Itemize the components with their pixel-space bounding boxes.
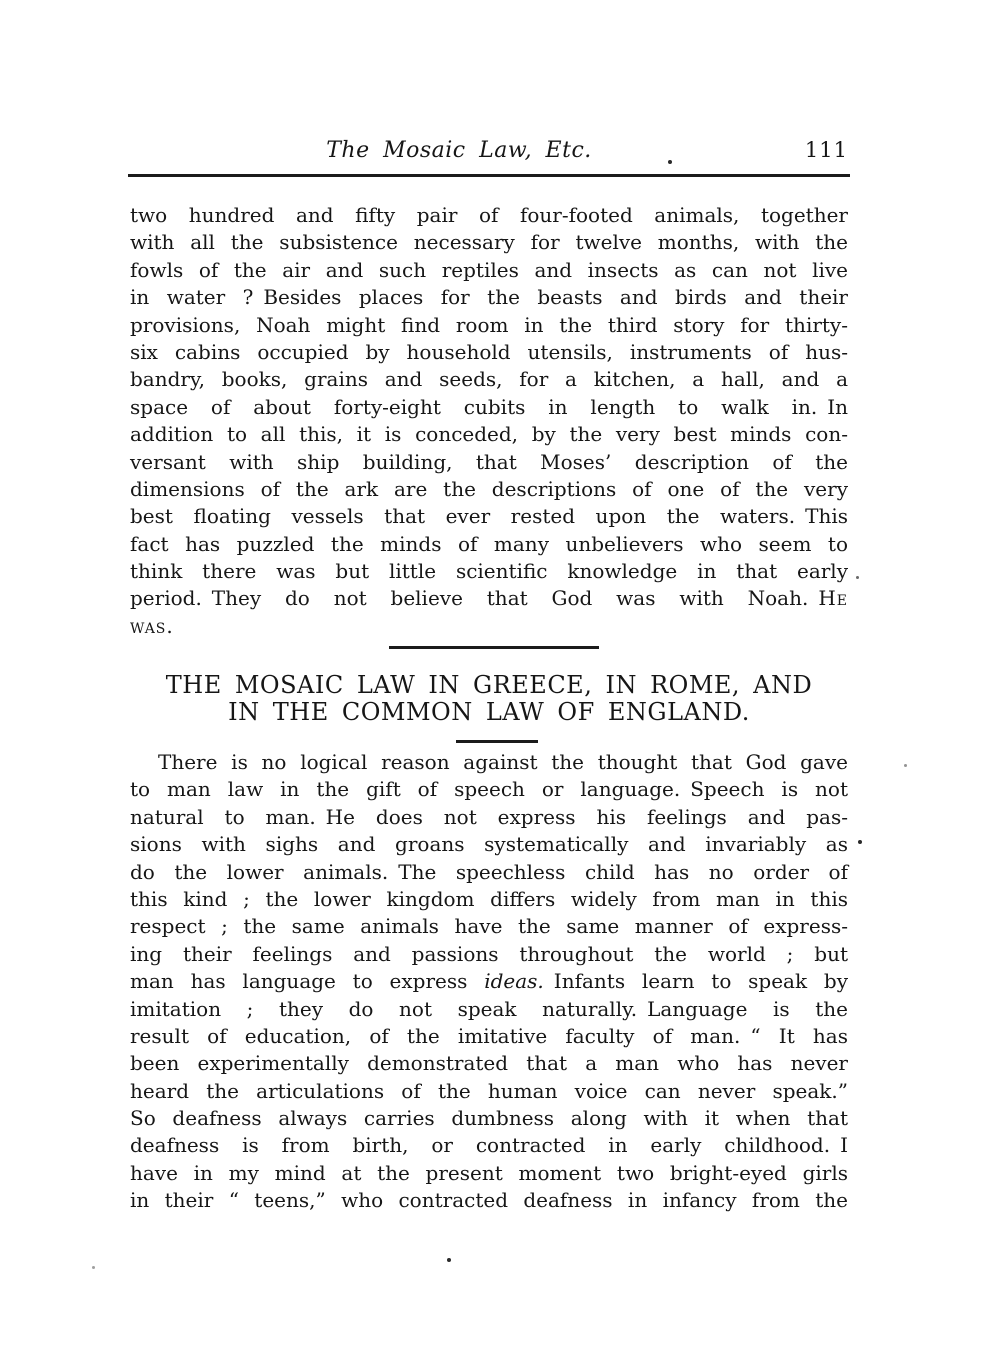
- paragraph-1: [130, 202, 848, 640]
- text-line: this kind ; the lower kingdom differs widely from man in this: [130, 886, 848, 911]
- text-line: heard the articulations of the human voice can never speak.”: [130, 1078, 848, 1103]
- scan-artifact-dot: [858, 840, 862, 844]
- text-line: space of about forty-eight cubits in length to walk in. In: [130, 394, 848, 419]
- chapter-heading: [130, 672, 848, 726]
- scan-artifact-dot: [856, 576, 859, 579]
- text-line: respect ; the same animals have the same manner of express-: [130, 914, 848, 939]
- text-line: in their “ teens,” who contracted deafness in infancy from the: [130, 1188, 848, 1213]
- scan-artifact-dot: [447, 1258, 451, 1262]
- text-line: imitation ; they do not speak naturally. Language is the: [130, 996, 848, 1021]
- running-head-title: The Mosaic Law, Etc.: [326, 138, 592, 163]
- chapter-heading-line-2: IN THE COMMON LAW OF ENGLAND.: [228, 698, 750, 726]
- text-line: six cabins occupied by household utensils, instruments of hus-: [130, 339, 848, 364]
- text-line: So deafness always carries dumbness along with it when that: [130, 1106, 848, 1131]
- scan-artifact-dot: [668, 160, 672, 164]
- text-line: do the lower animals. The speechless child has no order of: [130, 859, 848, 884]
- text-line: think there was but little scientific knowledge in that early: [130, 559, 848, 584]
- text-line: bandry, books, grains and seeds, for a kitchen, a hall, and a: [130, 367, 848, 392]
- text-line: best floating vessels that ever rested upon the waters. This: [130, 504, 848, 529]
- text-line: was.: [130, 613, 174, 638]
- text-line: been experimentally demonstrated that a man who has never: [130, 1051, 848, 1076]
- text-line: ing their feelings and passions throughout the world ; but: [130, 941, 848, 966]
- text-line: sions with sighs and groans systematically and invariably as: [130, 832, 848, 857]
- chapter-heading-line-1: THE MOSAIC LAW IN GREECE, IN ROME, AND: [165, 671, 813, 699]
- text-line: fact has puzzled the minds of many unbelievers who seem to: [130, 531, 848, 556]
- scan-artifact-dot: [904, 764, 907, 767]
- text-line: man has language to express ideas. Infants learn to speak by: [130, 969, 848, 994]
- text-line: result of education, of the imitative faculty of man. “ It has: [130, 1023, 848, 1048]
- text-line: to man law in the gift of speech or language. Speech is not: [130, 777, 848, 802]
- text-line: period. They do not believe that God was with Noah. He: [130, 586, 848, 611]
- text-line: deafness is from birth, or contracted in early childhood. I: [130, 1133, 848, 1158]
- text-line: in water ? Besides places for the beasts and birds and their: [130, 285, 848, 310]
- header-rule: [128, 174, 850, 177]
- running-head: [130, 138, 848, 168]
- text-line: with all the subsistence necessary for twelve months, with the: [130, 230, 848, 255]
- text-line: addition to all this, it is conceded, by the very best minds con-: [130, 422, 848, 447]
- text-line: have in my mind at the present moment two bright-eyed girls: [130, 1160, 848, 1185]
- text-line: There is no logical reason against the thought that God gave: [158, 750, 848, 774]
- heading-underline-rule: [456, 740, 538, 743]
- text-line: dimensions of the ark are the descriptions of one of the very: [130, 476, 848, 501]
- text-line: provisions, Noah might find room in the third story for thirty-: [130, 312, 848, 337]
- page-number: 111: [804, 138, 848, 162]
- text-line: natural to man. He does not express his feelings and pas-: [130, 804, 848, 829]
- text-line: versant with ship building, that Moses’ description of the: [130, 449, 848, 474]
- paragraph-2: [130, 749, 848, 1215]
- text-line: two hundred and fifty pair of four-footed animals, together: [130, 203, 848, 227]
- section-divider-rule: [389, 646, 599, 649]
- text-line: fowls of the air and such reptiles and insects as can not live: [130, 257, 848, 282]
- scan-artifact-dot: [92, 1266, 95, 1269]
